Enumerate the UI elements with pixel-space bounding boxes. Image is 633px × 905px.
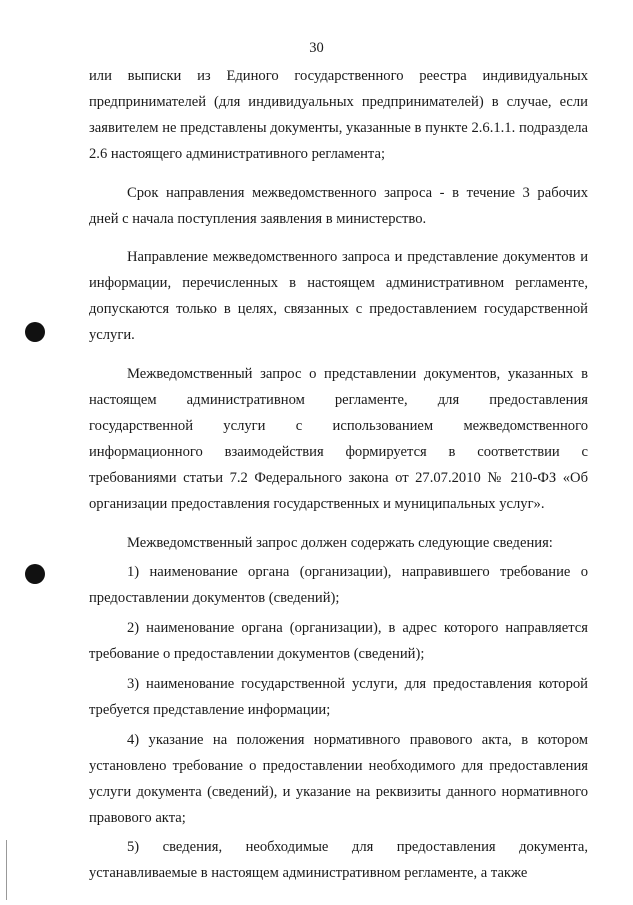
list-item: 3) наименование государственной услуги, для предоставления которой требуется представление информации; — [89, 676, 588, 718]
list-item: 1) наименование органа (организации), направившего требование о предоставлении документов (сведений); — [89, 564, 588, 607]
paragraph: Межведомственный запрос должен содержать следующие сведения: — [127, 534, 553, 551]
scan-edge-line — [6, 840, 7, 900]
list-item: 5) сведения, необходимые для предоставления документа, устанавливаемые в настоящем административном регламенте, а также — [89, 839, 588, 882]
document-body — [89, 64, 588, 887]
paragraph: Срок направления межведомственного запроса - в течение 3 рабочих дней с начала поступления заявления в министерство. — [89, 184, 588, 227]
list-item: 4) указание на положения нормативного правового акта, в котором установлено требование о предоставлении необходимого для предоставления услуги документа (сведений), и указание на реквизиты данного нормативного правового акта; — [89, 731, 588, 826]
paragraph: или выписки из Единого государственного реестра индивидуальных предпринимателей (для индивидуальных предпринимателей) в случае, если заявителем не представлены документы, указанные в пункте 2.6.1.1. подраздела 2.6 настоящего административного регламента; — [89, 68, 588, 162]
page-number: 30 — [309, 40, 324, 56]
hole-punch-mark — [25, 322, 45, 342]
hole-punch-mark — [25, 564, 45, 584]
list-item: 2) наименование органа (организации), в адрес которого направляется требование о предоставлении документов (сведений); — [89, 620, 588, 663]
paragraph: Направление межведомственного запроса и представление документов и информации, перечисленных в настоящем административном регламенте, допускаются только в целях, связанных с предоставлением государственной услуги. — [89, 249, 588, 344]
paragraph: Межведомственный запрос о представлении документов, указанных в настоящем административном регламенте, для предоставления государственной услуги с использованием межведомственного информационного взаимодействия формируется в соответствии с требованиями статьи 7.2 Федерального закона от 27.07.2010 № 210-ФЗ «Об организации предоставления государственных и муниципальных услуг». — [89, 366, 588, 512]
